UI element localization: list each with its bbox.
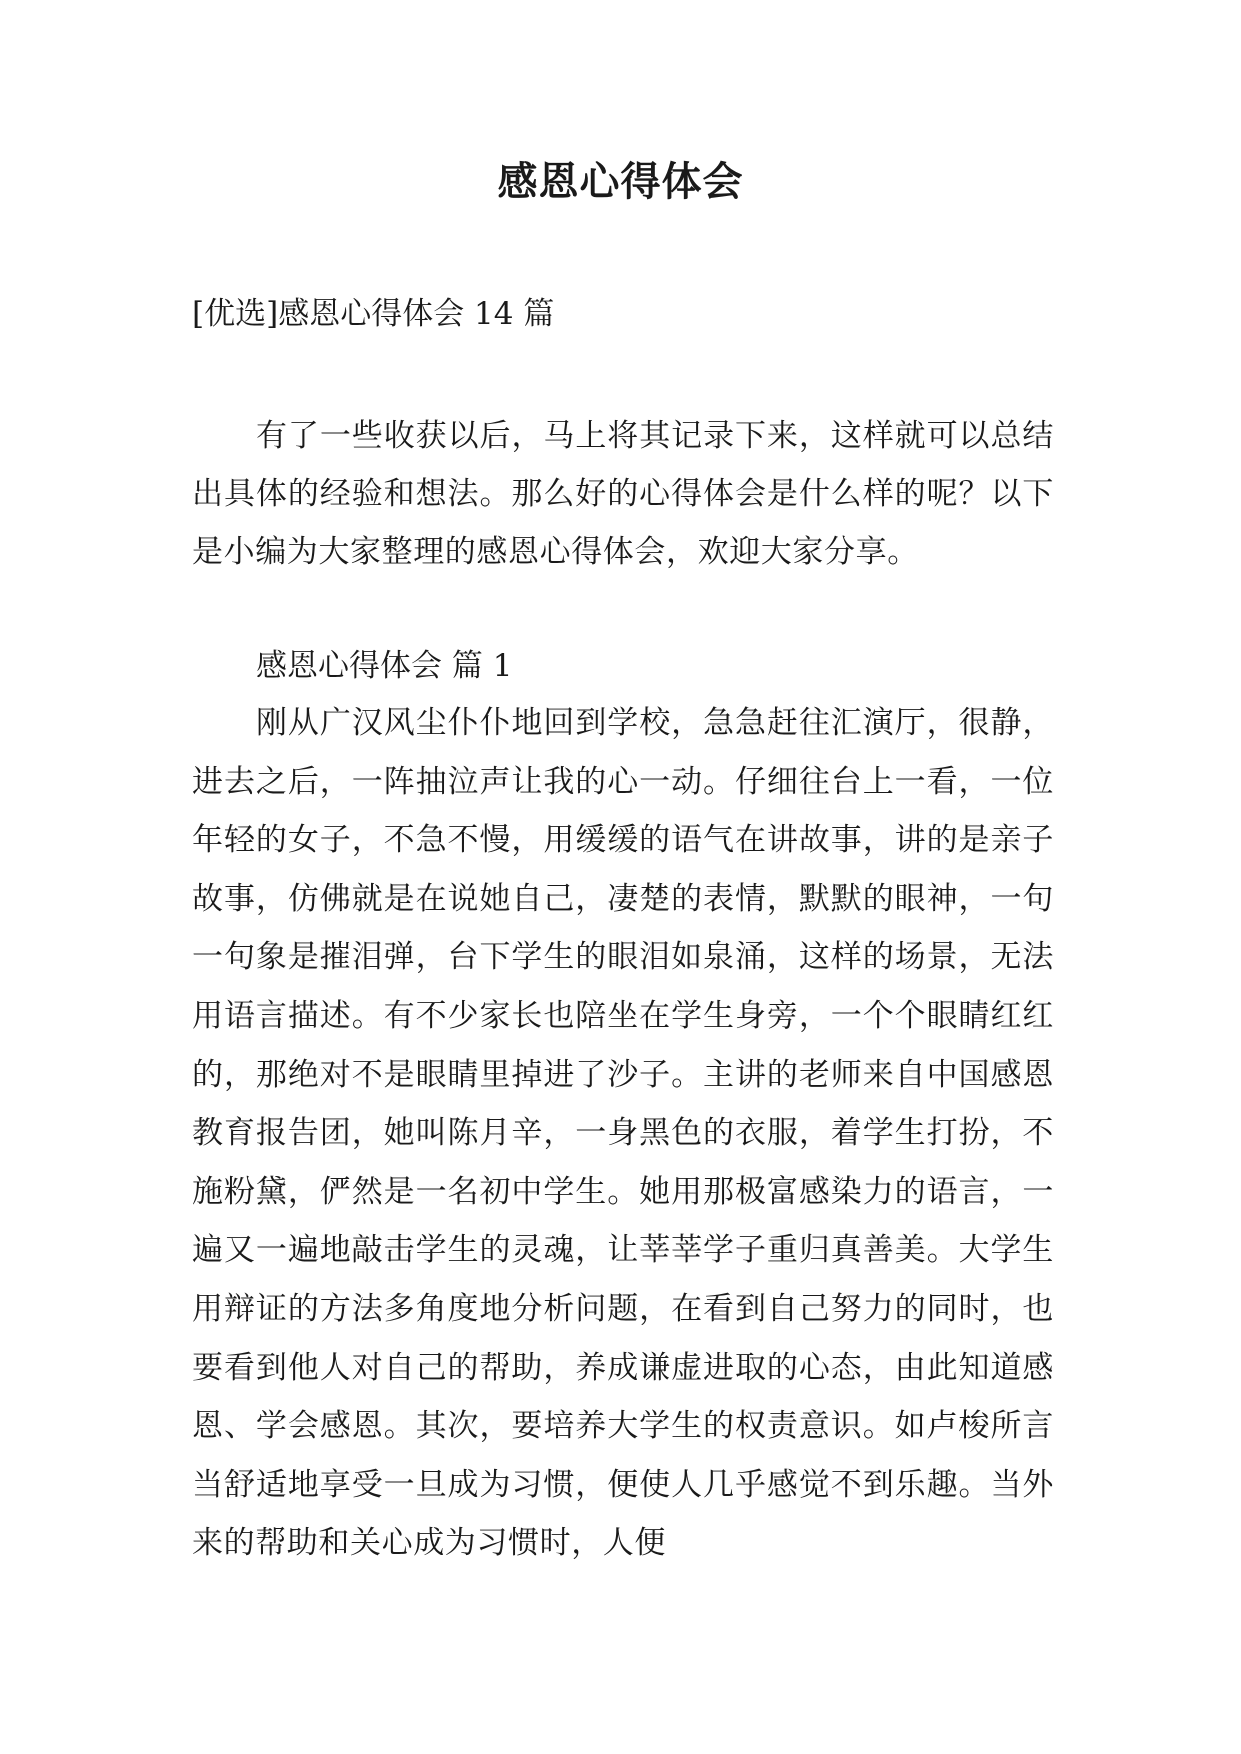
section-body: 刚从广汉风尘仆仆地回到学校，急急赶往汇演厅，很静，进去之后，一阵抽泣声让我的心一动。仔细往台上一看，一位年轻的女子，不急不慢，用缓缓的语气在讲故事，讲的是亲子故事，仿佛就是在说她自己，凄楚的表情，默默的眼神，一句一句象是摧泪弹，台下学生的眼泪如泉涌，这样的场景，无法用语言描述。有不少家长也陪坐在学生身旁，一个个眼睛红红的，那绝对不是眼睛里掉进了沙子。主讲的老师来自中国感恩教育报告团，她叫陈月辛，一身黑色的衣服，着学生打扮，不施粉黛，俨然是一名初中学生。她用那极富感染力的语言，一遍又一遍地敲击学生的灵魂，让莘莘学子重归真善美。大学生用辩证的方法多角度地分析问题，在看到自己努力的同时，也要看到他人对自己的帮助，养成谦虚进取的心态，由此知道感恩、学会感恩。其次，要培养大学生的权责意识。如卢梭所言当舒适地享受一旦成为习惯，便使人几乎感觉不到乐趣。当外来的帮助和关心成为习惯时，人便 [192,705,1054,1562]
section-heading: 感恩心得体会 篇 1 [256,648,513,684]
document-subtitle: [优选]感恩心得体会 14 篇 [192,296,555,332]
document-title: 感恩心得体会 [497,159,744,205]
intro-paragraph: 有了一些收获以后，马上将其记录下来，这样就可以总结出具体的经验和想法。那么好的心得体会是什么样的呢？以下是小编为大家整理的感恩心得体会，欢迎大家分享。 [192,418,1054,570]
